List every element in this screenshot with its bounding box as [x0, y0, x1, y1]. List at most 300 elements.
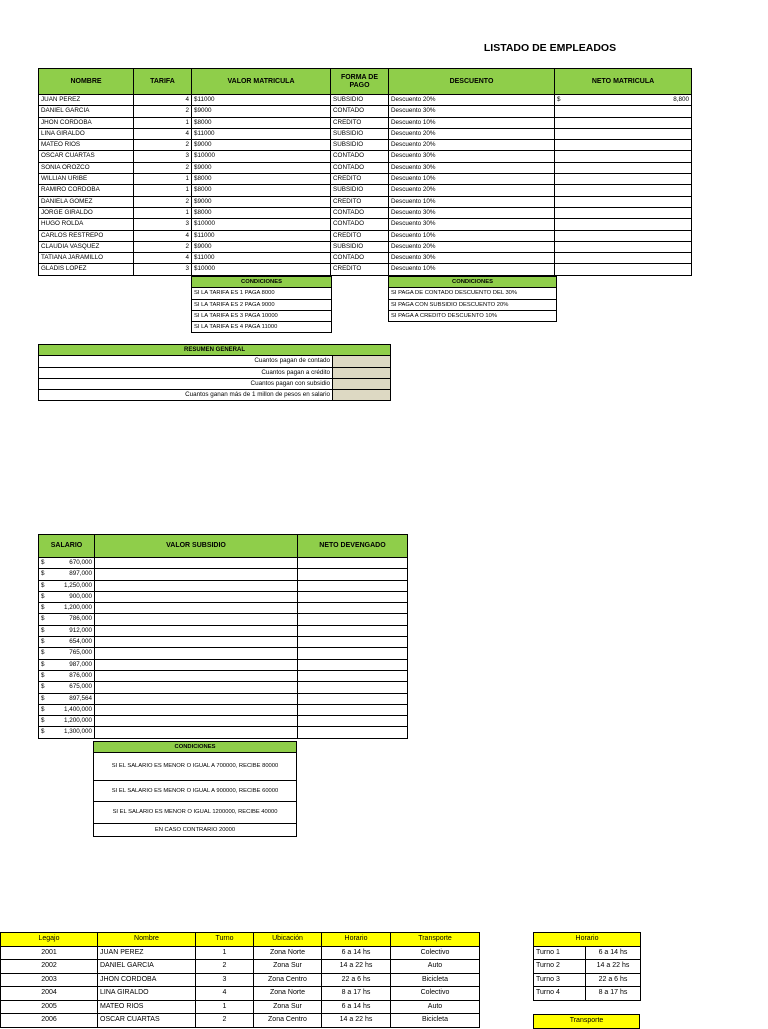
cell-salario[interactable] — [39, 648, 95, 659]
tarifa-conditions-header: CONDICIONES — [192, 277, 332, 288]
tarifa-condition-item[interactable]: SI LA TARIFA ES 3 PAGA 10000 — [192, 310, 332, 321]
cell-valor-matricula[interactable]: $9000 — [192, 196, 331, 207]
cell-neto-matricula[interactable] — [555, 185, 692, 196]
cell-neto-matricula[interactable] — [555, 117, 692, 128]
col-header-neto-matricula: NETO MATRICULA — [555, 69, 692, 95]
descuento-conditions-header: CONDICIONES — [389, 277, 557, 288]
cell-nombre[interactable]: JORGE GIRALDO — [39, 207, 134, 218]
cell-descuento[interactable]: Descuento 20% — [389, 185, 555, 196]
cell-nombre[interactable]: DANIEL GARCIA — [39, 106, 134, 117]
cell-legajo[interactable]: 2004 — [1, 987, 98, 1001]
cell-nombre[interactable]: MATEO RIOS — [39, 140, 134, 151]
cell-neto-devengado[interactable] — [298, 693, 408, 704]
cell-forma-pago[interactable]: CREDITO — [331, 230, 389, 241]
cell-forma-pago[interactable]: CREDITO — [331, 196, 389, 207]
descuento-condition-item[interactable]: SI PAGA A CREDITO DESCUENTO 10% — [389, 310, 557, 321]
cell-forma-pago[interactable]: CONTADO — [331, 207, 389, 218]
cell-nombre[interactable]: DANIELA GOMEZ — [39, 196, 134, 207]
cell-descuento[interactable]: Descuento 30% — [389, 106, 555, 117]
cell-descuento[interactable]: Descuento 10% — [389, 264, 555, 275]
salary-value: 1,250,000 — [63, 581, 92, 589]
cell-turno[interactable]: 4 — [196, 987, 254, 1001]
cell-neto-matricula[interactable] — [555, 241, 692, 252]
salary-row — [39, 648, 408, 659]
cell-valor-subsidio[interactable] — [95, 569, 298, 580]
cell-horario[interactable]: 6 a 14 hs — [322, 946, 391, 960]
salary-condition-item[interactable]: EN CASO CONTRARIO 20000 — [94, 824, 297, 837]
tarifa-condition-row — [192, 299, 332, 310]
cell-salario[interactable] — [39, 716, 95, 727]
cell-tarifa[interactable]: 2 — [134, 162, 192, 173]
cell-neto-matricula[interactable] — [555, 253, 692, 264]
cell-salario[interactable] — [39, 682, 95, 693]
cell-turno-horario[interactable]: 8 a 17 hs — [586, 987, 641, 1001]
salary-currency: $ — [41, 694, 45, 702]
employee-row — [39, 253, 692, 264]
cell-turno[interactable]: 1 — [196, 946, 254, 960]
cell-valor-matricula[interactable]: $9000 — [192, 241, 331, 252]
descuento-condition-row — [389, 299, 557, 310]
tarifa-condition-row — [192, 322, 332, 333]
legajo-row — [1, 987, 480, 1001]
salary-value: 912,000 — [69, 626, 92, 634]
horario-row — [534, 960, 641, 974]
salary-row — [39, 670, 408, 681]
col-header-horario: Horario — [322, 933, 391, 947]
salary-value: 654,000 — [69, 638, 92, 646]
employee-row — [39, 128, 692, 139]
cell-salario[interactable] — [39, 603, 95, 614]
cell-neto-matricula[interactable] — [555, 196, 692, 207]
cell-nombre[interactable]: MATEO RIOS — [98, 1000, 196, 1014]
cell-transporte[interactable]: Auto — [391, 1000, 480, 1014]
cell-horario[interactable]: 22 a 6 hs — [322, 973, 391, 987]
resumen-input[interactable] — [333, 390, 391, 401]
resumen-general-table — [38, 344, 391, 401]
cell-forma-pago[interactable]: SUBSIDIO — [331, 241, 389, 252]
salary-currency: $ — [41, 615, 45, 623]
cell-neto-devengado[interactable] — [298, 614, 408, 625]
cell-descuento[interactable]: Descuento 30% — [389, 162, 555, 173]
cell-tarifa[interactable]: 1 — [134, 117, 192, 128]
salary-condition-item[interactable]: SI EL SALARIO ES MENOR O IGUAL A 700000, RECIBE 80000 — [94, 753, 297, 781]
descuento-condition-item[interactable]: SI PAGA CON SUBSIDIO DESCUENTO 20% — [389, 299, 557, 310]
salary-header-row — [39, 535, 408, 558]
cell-neto-devengado[interactable] — [298, 580, 408, 591]
salary-value: 670,000 — [69, 559, 92, 566]
cell-forma-pago[interactable]: SUBSIDIO — [331, 95, 389, 106]
cell-ubicacion[interactable]: Zona Sur — [254, 960, 322, 974]
salary-row — [39, 727, 408, 738]
cell-turno-horario[interactable]: 14 a 22 hs — [586, 960, 641, 974]
salary-row — [39, 625, 408, 636]
cell-forma-pago[interactable]: CREDITO — [331, 117, 389, 128]
cell-salario[interactable] — [39, 693, 95, 704]
cell-nombre[interactable]: HUGO ROLDA — [39, 219, 134, 230]
cell-descuento[interactable]: Descuento 20% — [389, 140, 555, 151]
neto-currency: $ — [557, 96, 561, 103]
cell-valor-subsidio[interactable] — [95, 580, 298, 591]
col-header-ubicacion: Ubicación — [254, 933, 322, 947]
cell-tarifa[interactable]: 3 — [134, 264, 192, 275]
cell-neto-matricula[interactable] — [555, 128, 692, 139]
cell-salario[interactable] — [39, 704, 95, 715]
descuento-condition-item[interactable]: SI PAGA DE CONTADO DESCUENTO DEL 30% — [389, 288, 557, 299]
cell-salario[interactable] — [39, 659, 95, 670]
cell-forma-pago[interactable]: CREDITO — [331, 174, 389, 185]
resumen-input[interactable] — [333, 367, 391, 378]
salary-row — [39, 716, 408, 727]
cell-forma-pago[interactable]: SUBSIDIO — [331, 128, 389, 139]
cell-transporte[interactable]: Auto — [391, 960, 480, 974]
cell-nombre[interactable]: OSCAR CUARTAS — [98, 1014, 196, 1028]
cell-neto-matricula[interactable] — [555, 140, 692, 151]
cell-horario[interactable]: 14 a 22 hs — [322, 960, 391, 974]
cell-neto-devengado[interactable] — [298, 569, 408, 580]
cell-tarifa[interactable]: 2 — [134, 106, 192, 117]
salary-currency: $ — [41, 570, 45, 578]
cell-nombre[interactable]: CARLOS RESTREPO — [39, 230, 134, 241]
cell-turno[interactable]: 2 — [196, 1014, 254, 1028]
cell-valor-matricula[interactable]: $8000 — [192, 185, 331, 196]
cell-nombre[interactable]: RAMIRO CORDOBA — [39, 185, 134, 196]
cell-valor-subsidio[interactable] — [95, 670, 298, 681]
salary-conditions-table — [93, 741, 297, 837]
col-header-neto-devengado: NETO DEVENGADO — [298, 535, 408, 558]
employee-row — [39, 162, 692, 173]
resumen-label: Cuantos pagan a crédito — [39, 367, 333, 378]
tarifa-condition-item[interactable]: SI LA TARIFA ES 2 PAGA 9000 — [192, 299, 332, 310]
cell-neto-devengado[interactable] — [298, 648, 408, 659]
col-header-forma-pago: FORMA DE PAGO — [331, 69, 389, 95]
cell-nombre[interactable]: JUAN PEREZ — [98, 946, 196, 960]
horario-row — [534, 946, 641, 960]
cell-tarifa[interactable]: 2 — [134, 241, 192, 252]
col-header-nombre: NOMBRE — [39, 69, 134, 95]
tarifa-conditions-table — [191, 276, 332, 333]
salary-row — [39, 693, 408, 704]
cell-valor-subsidio[interactable] — [95, 693, 298, 704]
salary-currency: $ — [41, 626, 45, 634]
cell-ubicacion[interactable]: Zona Norte — [254, 946, 322, 960]
cell-valor-matricula[interactable]: $9000 — [192, 162, 331, 173]
cell-valor-matricula[interactable]: $9000 — [192, 106, 331, 117]
cell-valor-matricula[interactable]: $8000 — [192, 117, 331, 128]
cell-nombre[interactable]: JHON CORDOBA — [39, 117, 134, 128]
cell-valor-matricula[interactable]: $9000 — [192, 140, 331, 151]
cell-ubicacion[interactable]: Zona Norte — [254, 987, 322, 1001]
transporte-header: Transporte — [534, 1015, 640, 1029]
cell-valor-subsidio[interactable] — [95, 591, 298, 602]
employee-row — [39, 174, 692, 185]
cell-valor-subsidio[interactable] — [95, 648, 298, 659]
employee-row — [39, 95, 692, 106]
cell-salario[interactable] — [39, 625, 95, 636]
salary-value: 900,000 — [69, 592, 92, 600]
col-header-turno: Turno — [196, 933, 254, 947]
salary-value: 1,400,000 — [63, 705, 92, 713]
col-header-nombre-legajo: Nombre — [98, 933, 196, 947]
cell-nombre[interactable]: CLAUDIA VASQUEZ — [39, 241, 134, 252]
cell-transporte[interactable]: Bicicleta — [391, 1014, 480, 1028]
cell-valor-matricula[interactable]: $11000 — [192, 253, 331, 264]
cell-turno-label[interactable]: Turno 3 — [534, 973, 586, 987]
salary-condition-row — [94, 781, 297, 802]
resumen-input[interactable] — [333, 356, 391, 367]
salary-row — [39, 558, 408, 569]
cell-horario[interactable]: 6 a 14 hs — [322, 1000, 391, 1014]
cell-salario[interactable] — [39, 637, 95, 648]
cell-descuento[interactable]: Descuento 10% — [389, 196, 555, 207]
cell-tarifa[interactable]: 4 — [134, 230, 192, 241]
cell-valor-subsidio[interactable] — [95, 659, 298, 670]
cell-salario[interactable] — [39, 591, 95, 602]
cell-tarifa[interactable]: 1 — [134, 185, 192, 196]
cell-descuento[interactable]: Descuento 10% — [389, 230, 555, 241]
salary-condition-item[interactable]: SI EL SALARIO ES MENOR O IGUAL 1200000, RECIBE 40000 — [94, 802, 297, 824]
tarifa-condition-row — [192, 310, 332, 321]
cell-tarifa[interactable]: 2 — [134, 196, 192, 207]
cell-nombre[interactable]: WILLIAN URIBE — [39, 174, 134, 185]
cell-legajo[interactable]: 2006 — [1, 1014, 98, 1028]
cell-valor-subsidio[interactable] — [95, 637, 298, 648]
salary-currency: $ — [41, 638, 45, 646]
salary-condition-row — [94, 753, 297, 781]
cell-valor-matricula[interactable]: $10000 — [192, 219, 331, 230]
cell-salario[interactable] — [39, 670, 95, 681]
salary-currency: $ — [41, 660, 45, 668]
salary-value: 897,000 — [69, 570, 92, 578]
legajo-table — [0, 932, 480, 1028]
salary-value: 987,000 — [69, 660, 92, 668]
cell-turno[interactable]: 1 — [196, 1000, 254, 1014]
cell-ubicacion[interactable]: Zona Sur — [254, 1000, 322, 1014]
employee-row — [39, 106, 692, 117]
descuento-conditions-table — [388, 276, 557, 322]
cell-neto-matricula[interactable] — [555, 207, 692, 218]
cell-neto-matricula[interactable] — [555, 174, 692, 185]
cell-neto-devengado[interactable] — [298, 625, 408, 636]
cell-turno-label[interactable]: Turno 1 — [534, 946, 586, 960]
cell-descuento[interactable]: Descuento 10% — [389, 117, 555, 128]
cell-forma-pago[interactable]: CONTADO — [331, 253, 389, 264]
cell-valor-matricula[interactable]: $11000 — [192, 95, 331, 106]
horario-row — [534, 973, 641, 987]
cell-legajo[interactable]: 2005 — [1, 1000, 98, 1014]
salary-currency: $ — [41, 581, 45, 589]
cell-nombre[interactable]: JUAN PEREZ — [39, 95, 134, 106]
salary-condition-row — [94, 802, 297, 824]
salary-condition-item[interactable]: SI EL SALARIO ES MENOR O IGUAL A 900000, RECIBE 60000 — [94, 781, 297, 802]
cell-neto-devengado[interactable] — [298, 659, 408, 670]
cell-valor-matricula[interactable]: $8000 — [192, 207, 331, 218]
cell-salario[interactable] — [39, 614, 95, 625]
employee-row — [39, 140, 692, 151]
salary-value: 897,564 — [69, 694, 92, 702]
salary-value: 1,200,000 — [63, 717, 92, 725]
cell-forma-pago[interactable]: SUBSIDIO — [331, 185, 389, 196]
cell-tarifa[interactable]: 4 — [134, 128, 192, 139]
cell-descuento[interactable]: Descuento 30% — [389, 151, 555, 162]
cell-valor-subsidio[interactable] — [95, 682, 298, 693]
cell-valor-subsidio[interactable] — [95, 603, 298, 614]
horario-header: Horario — [534, 933, 641, 947]
cell-nombre[interactable]: TATIANA JARAMILLO — [39, 253, 134, 264]
cell-neto-devengado[interactable] — [298, 727, 408, 738]
cell-neto-matricula[interactable] — [555, 106, 692, 117]
legajo-row — [1, 946, 480, 960]
cell-valor-matricula[interactable]: $11000 — [192, 230, 331, 241]
cell-salario[interactable] — [39, 727, 95, 738]
salary-value: 675,000 — [69, 683, 92, 691]
cell-tarifa[interactable]: 3 — [134, 151, 192, 162]
horario-table — [533, 932, 641, 1001]
salary-currency: $ — [41, 671, 45, 679]
resumen-row — [39, 378, 391, 389]
cell-valor-subsidio[interactable] — [95, 727, 298, 738]
cell-neto-matricula[interactable] — [555, 230, 692, 241]
legajo-header-row — [1, 933, 480, 947]
cell-tarifa[interactable]: 2 — [134, 140, 192, 151]
salary-row — [39, 682, 408, 693]
salary-currency: $ — [41, 604, 45, 612]
cell-legajo[interactable]: 2002 — [1, 960, 98, 974]
cell-nombre[interactable]: SONIA OROZCO — [39, 162, 134, 173]
cell-tarifa[interactable]: 1 — [134, 207, 192, 218]
cell-forma-pago[interactable]: CREDITO — [331, 264, 389, 275]
cell-descuento[interactable]: Descuento 20% — [389, 241, 555, 252]
cell-neto-matricula[interactable] — [555, 219, 692, 230]
cell-tarifa[interactable]: 4 — [134, 95, 192, 106]
cell-neto-devengado[interactable] — [298, 716, 408, 727]
employee-row — [39, 117, 692, 128]
cell-valor-subsidio[interactable] — [95, 704, 298, 715]
cell-valor-matricula[interactable]: $11000 — [192, 128, 331, 139]
employee-row — [39, 185, 692, 196]
cell-neto-devengado[interactable] — [298, 704, 408, 715]
cell-salario[interactable] — [39, 580, 95, 591]
cell-forma-pago[interactable]: SUBSIDIO — [331, 140, 389, 151]
cell-turno[interactable]: 2 — [196, 960, 254, 974]
cell-transporte[interactable]: Colectivo — [391, 946, 480, 960]
cell-valor-subsidio[interactable] — [95, 625, 298, 636]
cell-valor-subsidio[interactable] — [95, 558, 298, 569]
cell-descuento[interactable]: Descuento 30% — [389, 253, 555, 264]
cell-neto-matricula[interactable] — [555, 264, 692, 275]
cell-valor-matricula[interactable]: $8000 — [192, 174, 331, 185]
cell-salario[interactable] — [39, 558, 95, 569]
cell-valor-matricula[interactable]: $10000 — [192, 264, 331, 275]
resumen-label: Cuantos pagan con subsidio — [39, 378, 333, 389]
cell-salario[interactable] — [39, 569, 95, 580]
cell-neto-matricula[interactable] — [555, 162, 692, 173]
cell-ubicacion[interactable]: Zona Centro — [254, 973, 322, 987]
legajo-row — [1, 973, 480, 987]
sheet-title: LISTADO DE EMPLEADOS — [483, 42, 617, 54]
salary-row — [39, 580, 408, 591]
cell-turno-label[interactable]: Turno 4 — [534, 987, 586, 1001]
cell-nombre[interactable]: GLADIS LOPEZ — [39, 264, 134, 275]
cell-neto-devengado[interactable] — [298, 558, 408, 569]
cell-nombre[interactable]: DANIEL GARCIA — [98, 960, 196, 974]
cell-tarifa[interactable]: 1 — [134, 174, 192, 185]
transporte-table — [533, 1014, 640, 1029]
cell-neto-matricula[interactable] — [555, 151, 692, 162]
employee-row — [39, 207, 692, 218]
cell-neto-devengado[interactable] — [298, 591, 408, 602]
cell-forma-pago[interactable]: CONTADO — [331, 106, 389, 117]
cell-tarifa[interactable]: 3 — [134, 219, 192, 230]
salary-currency: $ — [41, 705, 45, 713]
col-header-legajo: Legajo — [1, 933, 98, 947]
cell-tarifa[interactable]: 4 — [134, 253, 192, 264]
salary-row — [39, 591, 408, 602]
cell-horario[interactable]: 8 a 17 hs — [322, 987, 391, 1001]
cell-descuento[interactable]: Descuento 30% — [389, 207, 555, 218]
cell-horario[interactable]: 14 a 22 hs — [322, 1014, 391, 1028]
cell-nombre[interactable]: OSCAR CUARTAS — [39, 151, 134, 162]
cell-turno-horario[interactable]: 6 a 14 hs — [586, 946, 641, 960]
cell-valor-subsidio[interactable] — [95, 614, 298, 625]
cell-turno-label[interactable]: Turno 2 — [534, 960, 586, 974]
resumen-label: Cuantos pagan de contado — [39, 356, 333, 367]
cell-transporte[interactable]: Bicicleta — [391, 973, 480, 987]
descuento-condition-row — [389, 310, 557, 321]
salary-row — [39, 659, 408, 670]
cell-valor-matricula[interactable]: $10000 — [192, 151, 331, 162]
legajo-row — [1, 1014, 480, 1028]
tarifa-condition-item[interactable]: SI LA TARIFA ES 1 PAGA 8000 — [192, 288, 332, 299]
salary-currency: $ — [41, 592, 45, 600]
cell-forma-pago[interactable]: CONTADO — [331, 162, 389, 173]
cell-legajo[interactable]: 2001 — [1, 946, 98, 960]
salary-table — [38, 534, 408, 739]
salary-row — [39, 603, 408, 614]
cell-turno[interactable]: 3 — [196, 973, 254, 987]
salary-currency: $ — [41, 728, 45, 736]
cell-neto-matricula[interactable] — [555, 95, 692, 106]
col-header-descuento: DESCUENTO — [389, 69, 555, 95]
cell-descuento[interactable]: Descuento 10% — [389, 174, 555, 185]
cell-forma-pago[interactable]: CONTADO — [331, 151, 389, 162]
salary-value: 765,000 — [69, 649, 92, 657]
cell-legajo[interactable]: 2003 — [1, 973, 98, 987]
cell-descuento[interactable]: Descuento 30% — [389, 219, 555, 230]
tarifa-condition-item[interactable]: SI LA TARIFA ES 4 PAGA 11000 — [192, 322, 332, 333]
cell-neto-devengado[interactable] — [298, 682, 408, 693]
cell-forma-pago[interactable]: CONTADO — [331, 219, 389, 230]
cell-nombre[interactable]: LINA GIRALDO — [98, 987, 196, 1001]
cell-neto-devengado[interactable] — [298, 670, 408, 681]
cell-descuento[interactable]: Descuento 20% — [389, 95, 555, 106]
cell-transporte[interactable]: Colectivo — [391, 987, 480, 1001]
cell-turno-horario[interactable]: 22 a 6 hs — [586, 973, 641, 987]
salary-row — [39, 569, 408, 580]
cell-neto-devengado[interactable] — [298, 603, 408, 614]
cell-valor-subsidio[interactable] — [95, 716, 298, 727]
cell-nombre[interactable]: JHON CORDOBA — [98, 973, 196, 987]
cell-neto-devengado[interactable] — [298, 637, 408, 648]
cell-descuento[interactable]: Descuento 20% — [389, 128, 555, 139]
salary-row — [39, 614, 408, 625]
employee-row — [39, 230, 692, 241]
salary-currency: $ — [41, 683, 45, 691]
resumen-input[interactable] — [333, 378, 391, 389]
cell-ubicacion[interactable]: Zona Centro — [254, 1014, 322, 1028]
cell-nombre[interactable]: LINA GIRALDO — [39, 128, 134, 139]
tarifa-condition-row — [192, 288, 332, 299]
col-header-valor-subsidio: VALOR SUBSIDIO — [95, 535, 298, 558]
